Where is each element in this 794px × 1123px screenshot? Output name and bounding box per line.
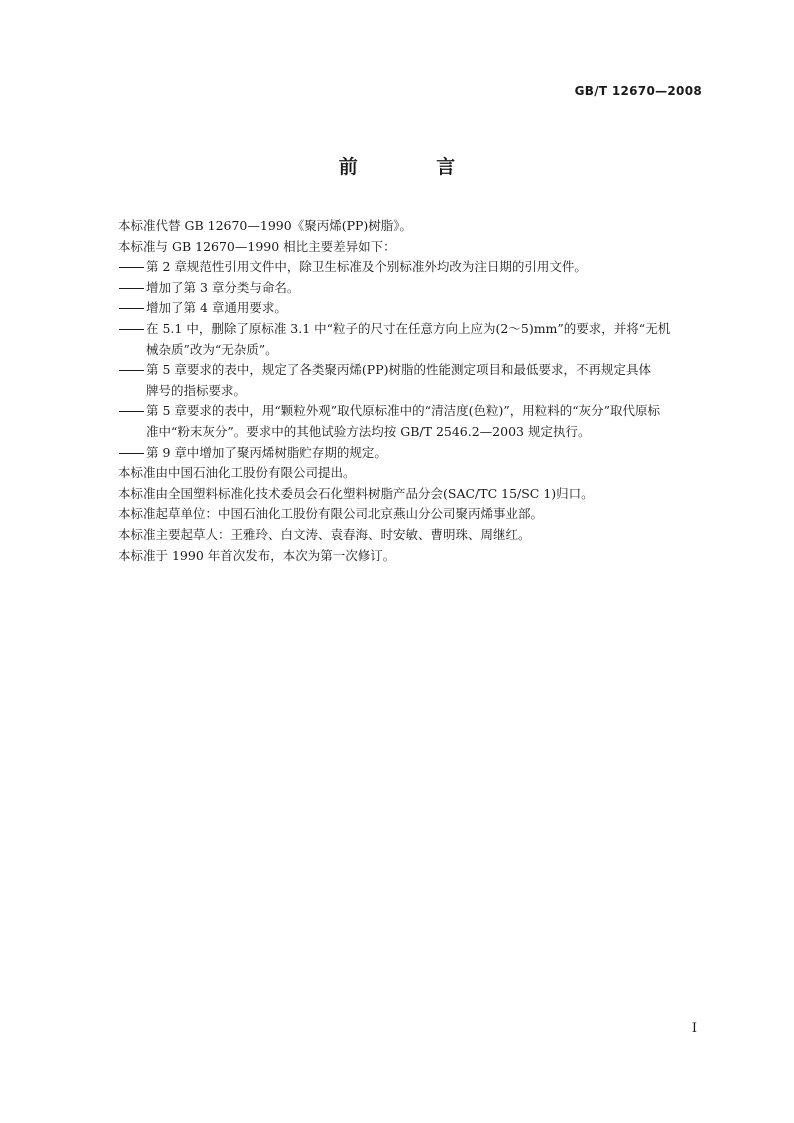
list-item-text: 第 5 章要求的表中，用“颗粒外观”取代原标准中的“清洁度(色粒)”，用粒料的“灰分”取代原标	[146, 403, 660, 419]
paragraph: 本标准于 1990 年首次发布，本次为第一次修订。	[118, 547, 396, 563]
list-item	[118, 257, 708, 278]
paragraph: 本标准与 GB 12670—1990 相比主要差异如下：	[118, 238, 396, 254]
list-item-text: 增加了第 3 章分类与命名。	[146, 279, 300, 295]
list-item	[118, 443, 708, 464]
paragraph: 本标准起草单位：中国石油化工股份有限公司北京燕山分公司聚丙烯事业部。	[118, 506, 544, 522]
paragraph: 本标准代替 GB 12670—1990《聚丙烯(PP)树脂》。	[118, 218, 413, 233]
paragraph: 本标准主要起草人：王雅玲、白文涛、袁春海、时安敏、曹明珠、周继红。	[118, 526, 531, 542]
list-item	[118, 360, 708, 401]
list-item	[118, 298, 708, 319]
list-item-text: 增加了第 4 章通用要求。	[146, 300, 287, 316]
standard-code: GB/T 12670—2008	[574, 84, 702, 98]
list-item-text: 第 2 章规范性引用文件中，除卫生标准及个别标准外均改为注日期的引用文件。	[146, 259, 587, 275]
list-item-text: 牌号的指标要求。	[146, 382, 247, 398]
list-item-text: 械杂质”改为“无杂质”。	[146, 341, 278, 357]
list-item-text: 准中“粉末灰分”。要求中的其他试验方法均按 GB/T 2546.2—2003 规定执行。	[146, 423, 591, 439]
list-item-text: 第 5 章要求的表中，规定了各类聚丙烯(PP)树脂的性能测定项目和最低要求，不再规定具体	[146, 362, 651, 378]
list-item	[118, 401, 708, 442]
list-item-text: 在 5.1 中，删除了原标准 3.1 中“粒子的尺寸在任意方向上应为(2～5)mm”的要求，并将“无机	[146, 320, 671, 336]
paragraph: 本标准由全国塑料标准化技术委员会石化塑料树脂产品分会(SAC/TC 15/SC 1)归口。	[118, 485, 594, 501]
page-number: I	[691, 1021, 697, 1036]
list-item	[118, 319, 708, 360]
list-item-text: 第 9 章中增加了聚丙烯树脂贮存期的规定。	[146, 444, 387, 460]
document-body	[118, 216, 708, 566]
paragraph: 本标准由中国石油化工股份有限公司提出。	[118, 465, 356, 481]
page-title: 前 言	[338, 156, 492, 178]
list-item	[118, 278, 708, 299]
